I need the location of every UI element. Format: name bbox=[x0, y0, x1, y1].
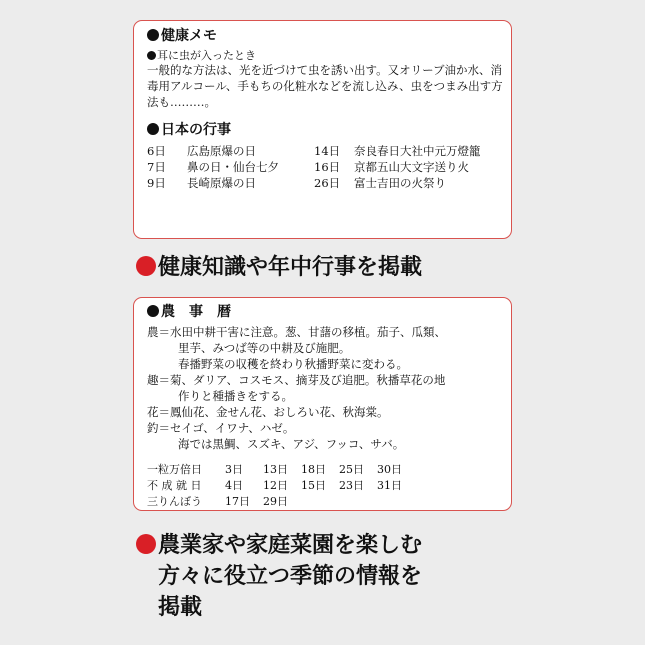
lucky-day-row bbox=[147, 478, 415, 494]
lucky-day: 4日 bbox=[225, 479, 243, 492]
farming-line: 農＝水田中耕干害に注意。葱、甘藷の移植。茄子、瓜類、 bbox=[147, 325, 446, 339]
feature-banner-1 bbox=[136, 252, 422, 283]
event-item bbox=[147, 175, 256, 191]
health-memo-title: 健康メモ bbox=[161, 28, 217, 44]
lucky-day: 25日 bbox=[339, 463, 364, 476]
event-name: 長崎原爆の日 bbox=[187, 176, 256, 190]
lucky-day: 23日 bbox=[339, 479, 364, 492]
bullet-icon bbox=[147, 29, 159, 41]
health-subtitle-text: 耳に虫が入ったとき bbox=[157, 49, 256, 62]
feature-banner-2 bbox=[136, 530, 422, 561]
farming-line: 釣＝セイゴ、イワナ、ハゼ。 bbox=[147, 421, 295, 435]
lucky-day: 15日 bbox=[301, 479, 326, 492]
farming-line: 海では黒鯛、スズキ、アジ、フッコ、サバ。 bbox=[178, 437, 405, 451]
lucky-day-row bbox=[147, 462, 415, 478]
event-item bbox=[314, 175, 446, 191]
events-title: 日本の行事 bbox=[161, 122, 231, 138]
health-text: 一般的な方法は、光を近づけて虫を誘い出す。又オリーブ油か水、消毒用アルコール、手もちの化粧水などを流し込み、虫をつまみ出す方法も………。 bbox=[147, 63, 503, 109]
event-item bbox=[147, 143, 256, 159]
lucky-day: 30日 bbox=[377, 463, 402, 476]
farming-line: 春播野菜の収穫を終わり秋播野菜に変わる。 bbox=[178, 357, 408, 371]
lucky-day-label: 三りんぼう bbox=[147, 495, 202, 508]
bullet-icon bbox=[147, 123, 159, 135]
farming-line: 作りと種播きをする。 bbox=[178, 389, 293, 403]
event-day: 9日 bbox=[147, 176, 166, 190]
lucky-day-label: 一粒万倍日 bbox=[147, 463, 202, 476]
banner-text: 掲載 bbox=[158, 595, 203, 620]
red-bullet-icon bbox=[136, 256, 156, 276]
farming-line: 里芋、みつば等の中耕及び施肥。 bbox=[178, 341, 351, 355]
event-item bbox=[314, 143, 481, 159]
banner-text: 健康知識や年中行事を掲載 bbox=[158, 255, 423, 280]
farming-calendar-card bbox=[133, 297, 512, 511]
event-day: 26日 bbox=[314, 176, 341, 190]
banner-text: 農業家や家庭菜園を楽しむ bbox=[158, 533, 423, 558]
lucky-day: 13日 bbox=[263, 463, 288, 476]
event-day: 6日 bbox=[147, 144, 166, 158]
event-day: 16日 bbox=[314, 160, 341, 174]
bullet-icon bbox=[147, 51, 156, 60]
lucky-day: 3日 bbox=[225, 463, 243, 476]
event-name: 京都五山大文字送り火 bbox=[354, 160, 469, 174]
feature-banner-2-line2 bbox=[136, 561, 422, 592]
feature-banner-2-line3 bbox=[136, 592, 202, 623]
health-events-card bbox=[133, 20, 512, 239]
event-name: 広島原爆の日 bbox=[187, 144, 256, 158]
event-name: 奈良春日大社中元万燈籠 bbox=[354, 144, 481, 158]
lucky-day: 18日 bbox=[301, 463, 326, 476]
lucky-day-row bbox=[147, 494, 301, 510]
banner-text: 方々に役立つ季節の情報を bbox=[158, 564, 423, 589]
lucky-day: 29日 bbox=[263, 495, 288, 508]
event-item bbox=[147, 159, 279, 175]
events-heading bbox=[147, 122, 231, 138]
red-bullet-icon bbox=[136, 534, 156, 554]
event-name: 富士吉田の火祭り bbox=[354, 176, 446, 190]
bullet-icon bbox=[147, 305, 159, 317]
lucky-day: 31日 bbox=[377, 479, 402, 492]
event-day: 14日 bbox=[314, 144, 341, 158]
farming-line: 花＝鳳仙花、金せん花、おしろい花、秋海棠。 bbox=[147, 405, 389, 419]
health-memo-heading bbox=[147, 28, 217, 44]
event-item bbox=[314, 159, 469, 175]
event-name: 鼻の日・仙台七夕 bbox=[187, 160, 279, 174]
farming-calendar-title: 農 事 暦 bbox=[161, 304, 231, 320]
farming-line: 趣＝菊、ダリア、コスモス、摘芽及び追肥。秋播草花の地 bbox=[147, 373, 446, 387]
event-day: 7日 bbox=[147, 160, 166, 174]
health-subtitle bbox=[147, 49, 256, 62]
farming-calendar-heading bbox=[147, 304, 231, 320]
lucky-day: 17日 bbox=[225, 495, 250, 508]
lucky-day-label: 不 成 就 日 bbox=[147, 479, 202, 492]
lucky-day: 12日 bbox=[263, 479, 288, 492]
